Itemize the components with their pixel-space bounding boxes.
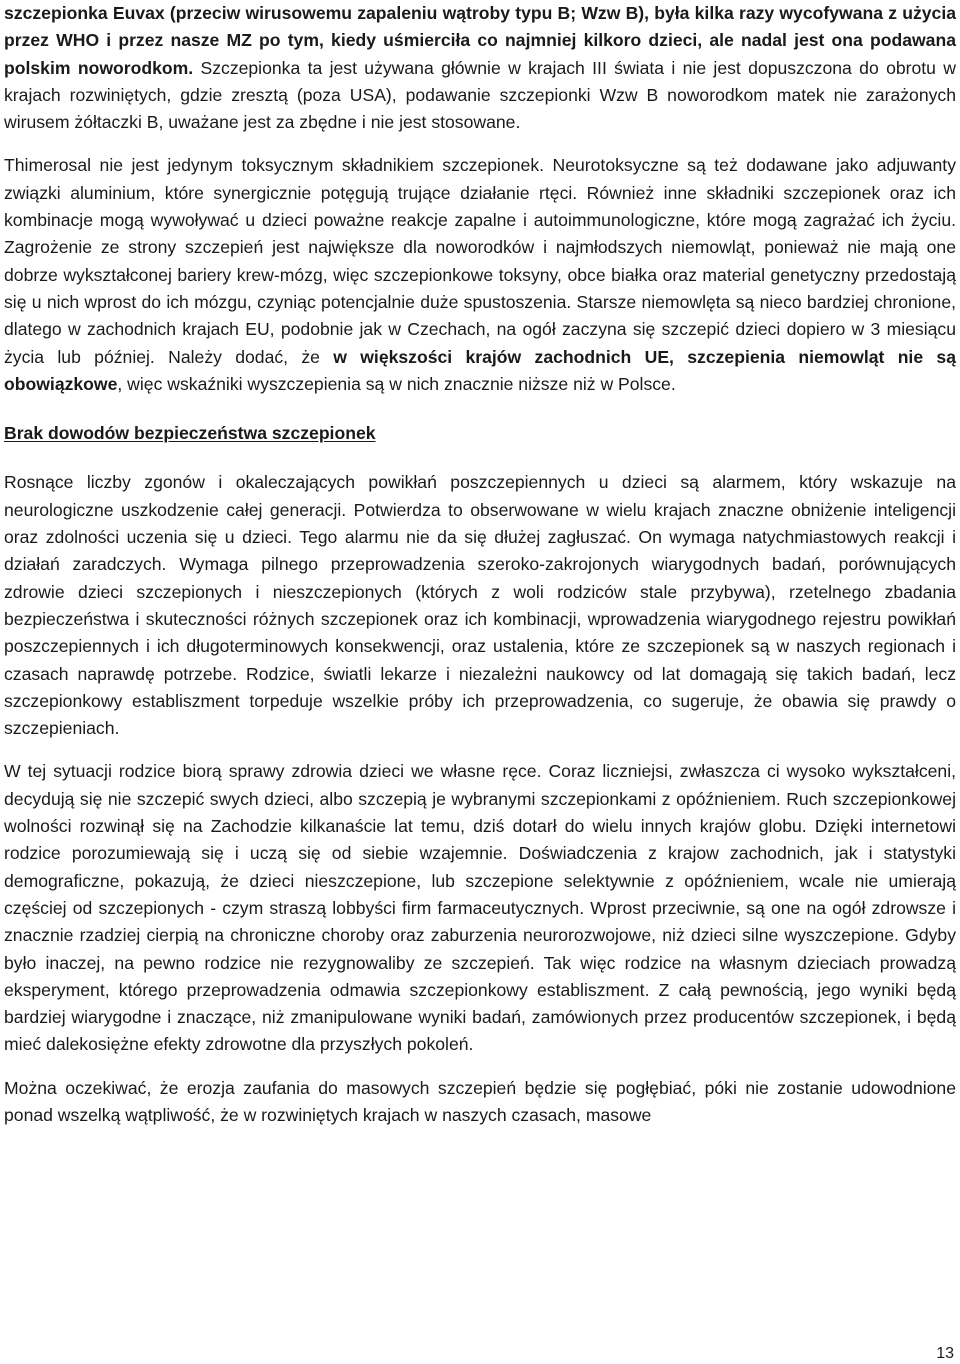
euvax-text: Szczepionka ta jest używana głównie w krajach III świata i nie jest dopuszczona do obrotu w krajach rozwiniętych, gdzie zresztą (poza USA), podawanie szczepionki Wzw B noworodkom matek nie zarażonych wirusem żółtaczki B, uważane jest za zbędne i nie jest stosowane. (4, 57, 956, 133)
page-number: 13 (936, 1345, 954, 1362)
paragraph-parents: W tej sytuacji rodzice biorą sprawy zdrowia dzieci we własne ręce. Coraz liczniejsi, zwłaszcza ci wysoko wykształceni, decydują się nie szczepić swych dzieci, albo szczepią je wybranymi szczepionkami z opóźnieniem. Ruch szczepionkowej wolności rozwinął się na Zachodzie kilkanaście lat temu, dziś dotarł do wielu innych krajów globu. Dzięki internetowi rodzice porozumiewają się i uczą się od siebie wzajemnie. Doświadczenia z krajow zachodnich, jak i statystyki demograficzne, pokazują, że dzieci nieszczepione, lub szczepione selektywnie z opóźnieniem, wcale nie umierają częściej od szczepionych - czym straszą lobbyści firm farmaceutycznych. Wprost przeciwnie, są one na ogół zdrowsze i znacznie rzadziej cierpią na chroniczne choroby oraz zaburzenia neurorozwojowe, niż dzieci silne wyszczepione. Gdyby było inaczej, na pewno rodzice nie rezygnowaliby ze szczepień. Tak więc rodzice na własnym dzieciach prowadzą eksperyment, którego przeprowadzenia odmawia szczepionkowy establiszment. Z całą pewnością, jego wyniki będą bardziej wiarygodne i znaczące, niż zmanipulowane wyniki badań, zamówionych przez producentów szczepionek, i będą mieć dalekosiężne efekty zdrowotne dla przyszłych pokoleń. (4, 761, 956, 1055)
paragraph-euvax (4, 0, 956, 136)
paragraph-thimerosal (4, 152, 956, 398)
paragraph-evidence: Rosnące liczby zgonów i okaleczających powikłań poszczepiennych u dzieci są alarmem, który wskazuje na neurologiczne uszkodzenie całej generacji. Potwierdza to obserwowane w wielu krajach znaczne obniżenie inteligencji oraz zdolności uczenia się u dzieci. Tego alarmu nie da się dłużej zagłuszać. On wymaga natychmiastowych reakcji i działań zaradczych. Wymaga pilnego przeprowadzenia szeroko-zakrojonych wiarygodnych badań, porównujących zdrowie dzieci szczepionych i nieszczepionych (których z woli rodziców stale przybywa), rzetelnego zbadania bezpieczeństwa i skuteczności różnych szczepionek oraz ich kombinacji, wprowadzenia wiarygodnego rejestru powikłań poszczepiennych i ich długoterminowych konsekwencji, oraz ustalenia, które ze szczepionek są w naszych regionach i czasach naprawdę potrzebe. Rodzice, światli lekarze i niezależni naukowcy od lat domagają się takich badań, lecz szczepionkowy establiszment torpeduje wszelkie próby ich przeprowadzenia, co sugeruje, że obawia się prawdy o szczepieniach. (4, 472, 956, 739)
section-heading: Brak dowodów bezpieczeństwa szczepionek (4, 423, 376, 444)
thimerosal-bold-text: w większości krajów zachodnich UE, szczepienia niemowląt nie są obowiązkowe (4, 346, 956, 394)
paragraph-erosion: Można oczekiwać, że erozja zaufania do masowych szczepień będzie się pogłębiać, póki nie zostanie udowodnione ponad wszelką wątpliwość, że w rozwiniętych krajach w naszych czasach, masowe (4, 1077, 956, 1125)
thimerosal-text: Thimerosal nie jest jedynym toksycznym składnikiem szczepionek. Neurotoksyczne są też dodawane jako adjuwanty związki aluminium, które synergicznie potęgują trujące działanie rtęci. Również inne składniki szczepionek oraz ich kombinacje mogą wywoływać u dzieci poważne reakcje zapalne i autoimmunologiczne, które mogą zagrażać ich życiu. Zagrożenie ze strony szczepień jest największe dla noworodków i najmłodszych niemowląt, ponieważ nie mają one dobrze wykształconej bariery krew-mózg, więc szczepionkowe toksyny, obce białka oraz material genetyczny przedostają się u nich wprost do ich mózgu, czyniąc potencjalnie duże spustoszenia. Starsze niemowlęta są nieco bardziej chronione, dlatego w zachodnich krajach EU, podobnie jak w Czechach, na ogół zaczyna się szczepić dzieci dopiero w 3 miesiącu życia lub później. Należy dodać, że (4, 155, 956, 367)
euvax-bold-text: szczepionka Euvax (przeciw wirusowemu zapaleniu wątroby typu B; Wzw B), była kilka razy wycofywana z użycia przez WHO i przez nasze MZ po tym, kiedy uśmierciła co najmniej kilkoro dzieci, ale nadal jest ona podawana polskim noworodkom. (4, 3, 956, 78)
document-page (4, 0, 956, 1129)
thimerosal-tail-text: , więc wskaźniki wyszczepienia są w nich znacznie niższe niż w Polsce. (117, 373, 676, 394)
